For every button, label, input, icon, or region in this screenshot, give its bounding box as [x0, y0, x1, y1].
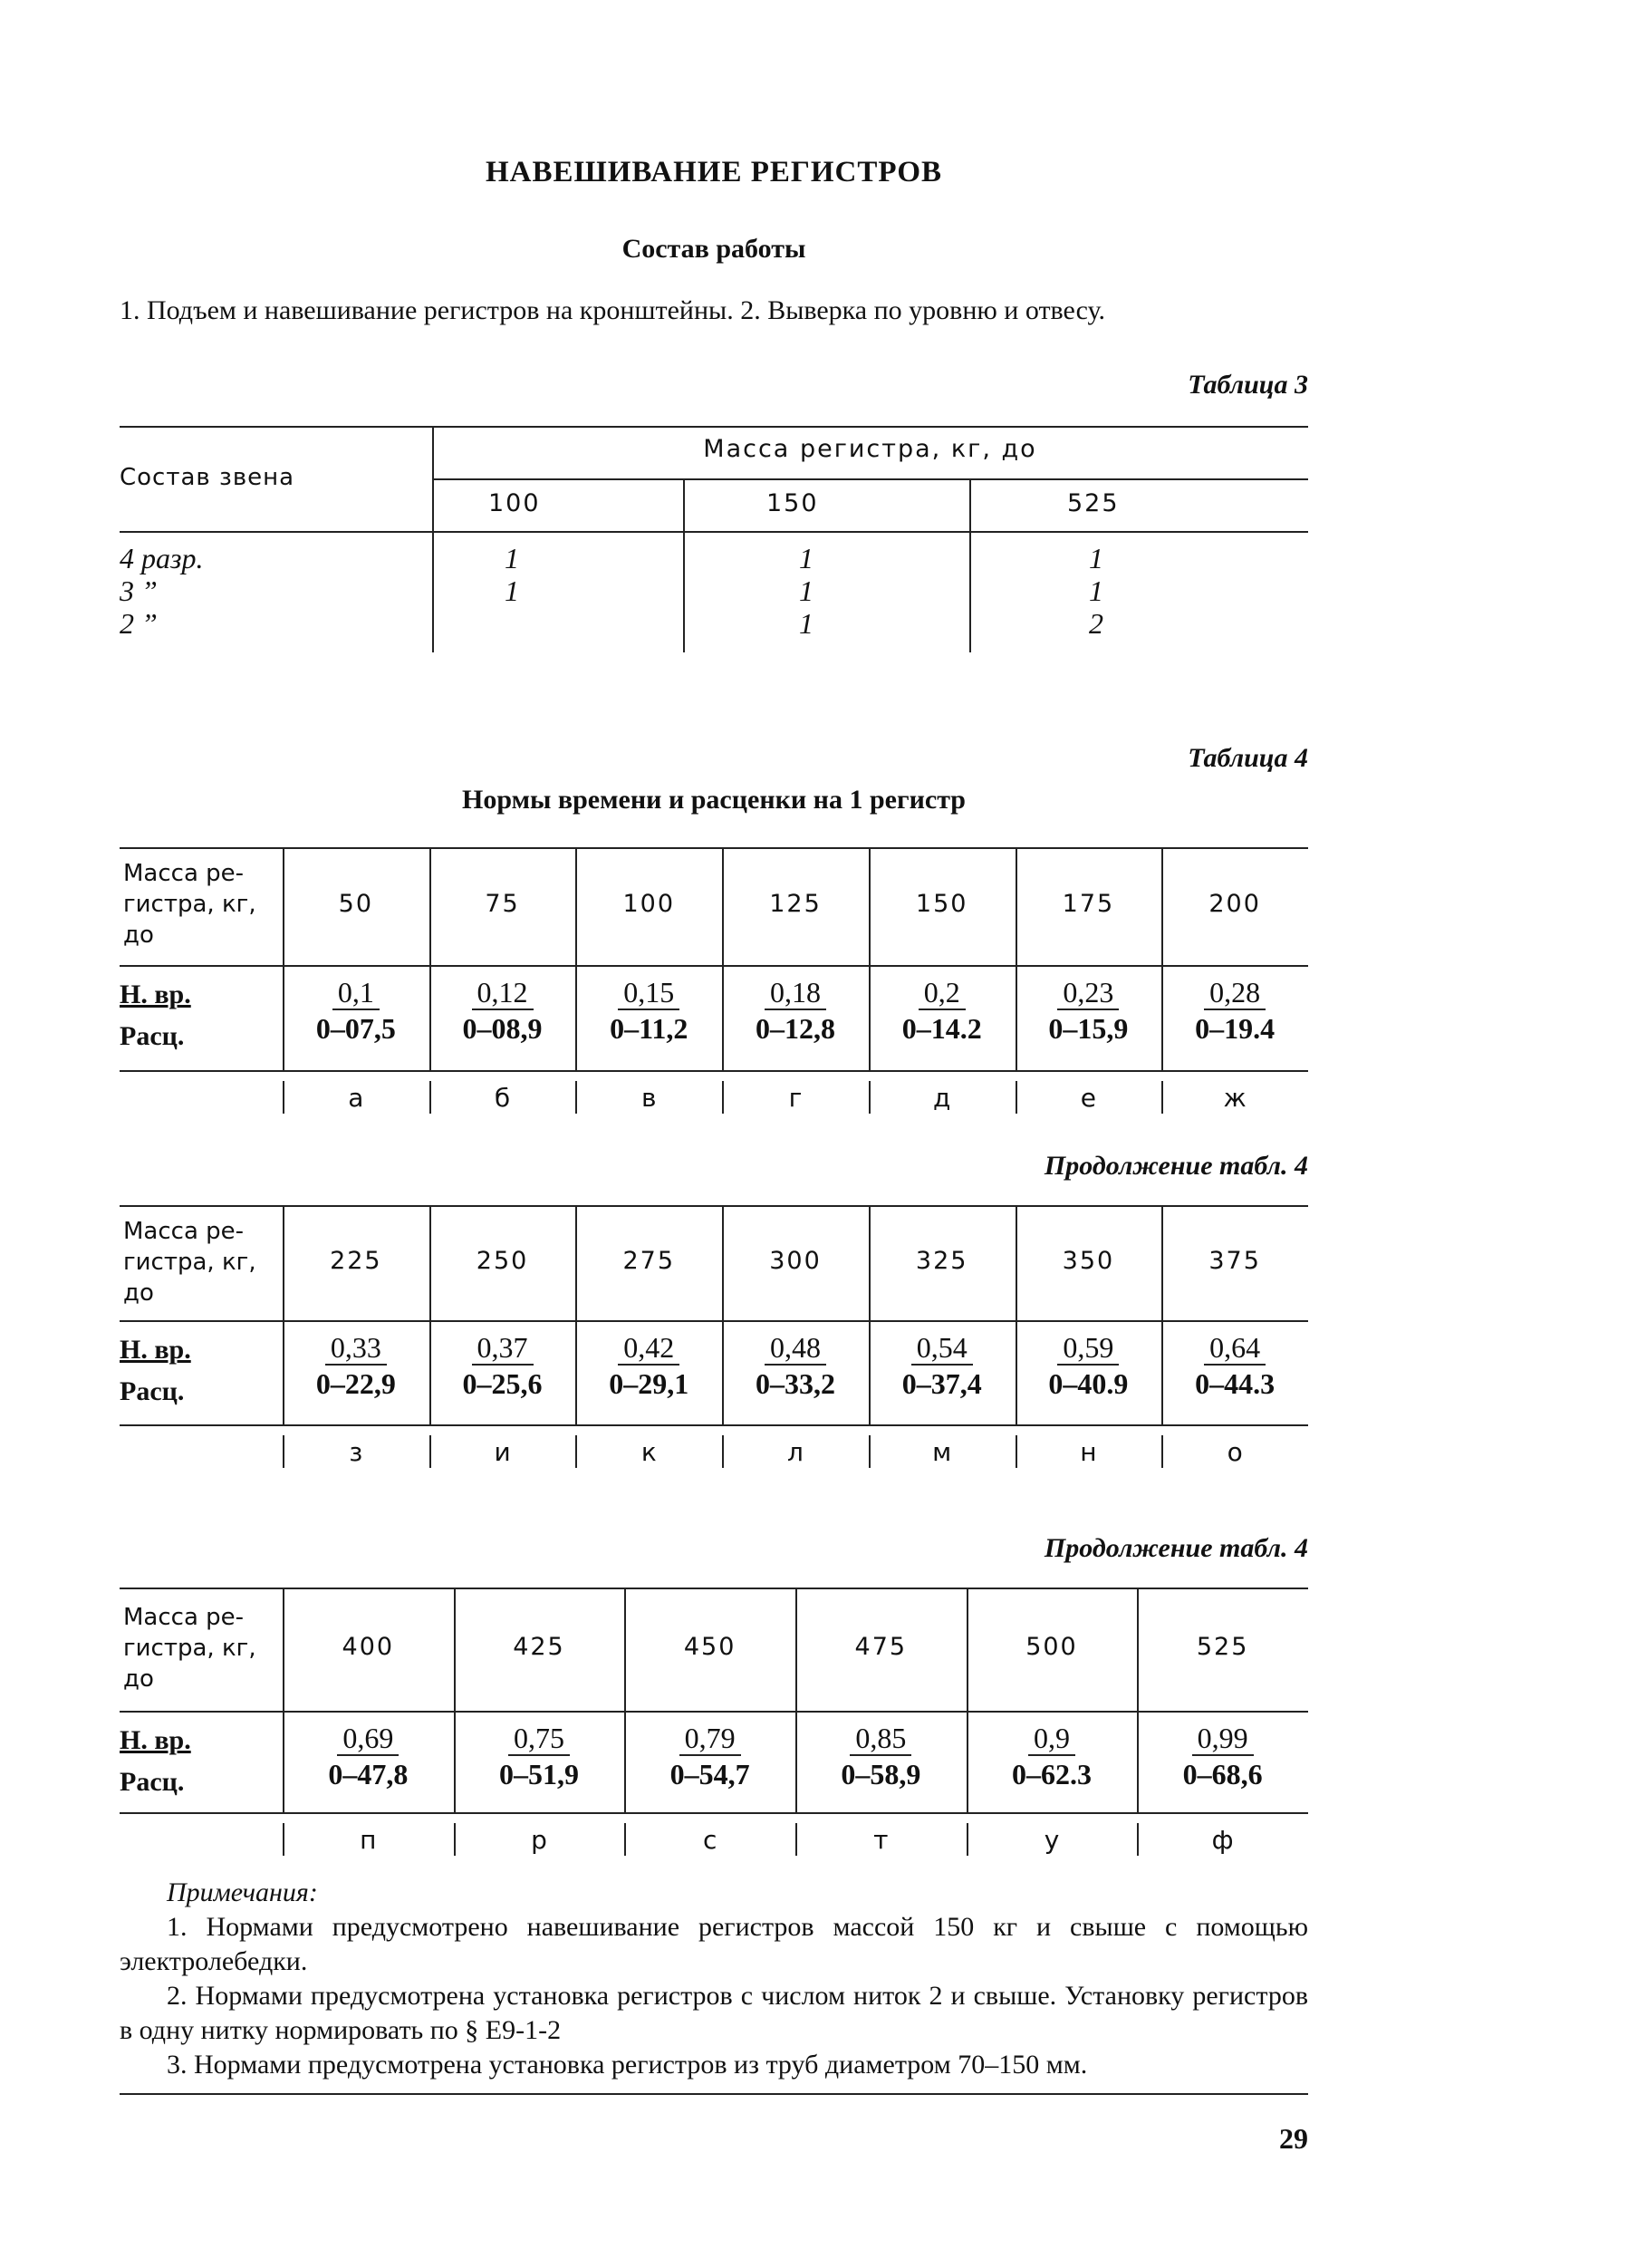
column-index-letter: р — [531, 1825, 547, 1855]
table3-cell: 1 — [1089, 574, 1103, 607]
rate-value: 0–11,2 — [610, 1012, 688, 1045]
column-index-letter: о — [1227, 1437, 1243, 1467]
mass-column-header: 400 — [342, 1633, 395, 1661]
note-item: 2. Нормами предусмотрена установка регистров с числом ниток 2 и свыше. Установку регистров в одну нитку нормировать по § Е9-1-2 — [120, 1981, 1308, 2045]
norm-value: 0,28 — [1204, 976, 1266, 1010]
mass-column-header: 525 — [1196, 1633, 1249, 1661]
label-rate: Расц. — [120, 1767, 185, 1797]
rate-value: 0–62.3 — [1011, 1758, 1092, 1790]
norm-rate-cell — [967, 1722, 1138, 1792]
norm-rate-cell — [722, 976, 869, 1047]
label-norm: Н. вр. — [120, 1725, 191, 1755]
column-index-letter: к — [640, 1437, 657, 1467]
norm-value: 0,75 — [508, 1722, 570, 1756]
table4-part3 — [120, 1588, 1308, 1868]
norm-rate-cell — [869, 1331, 1016, 1402]
column-index-letter: п — [360, 1825, 377, 1855]
norm-rate-cell — [283, 976, 429, 1047]
mass-column-header: 450 — [683, 1633, 736, 1661]
rate-value: 0–51,9 — [498, 1758, 579, 1790]
table3-cell: 1 — [1089, 542, 1103, 574]
table4-heading: Нормы времени и расценки на 1 регистр — [462, 785, 966, 815]
norm-value: 0,9 — [1028, 1722, 1075, 1756]
note-item: 3. Нормами предусмотрена установка регистров из труб диаметром 70–150 мм. — [167, 2050, 1088, 2080]
rate-value: 0–54,7 — [669, 1758, 750, 1790]
table3-cell: 1 — [799, 607, 814, 640]
column-index-letter: в — [641, 1083, 657, 1113]
norm-value: 0,2 — [919, 976, 966, 1010]
section-subtitle: Состав работы — [621, 234, 806, 264]
norm-rate-cell — [1016, 1331, 1162, 1402]
rate-value: 0–15,9 — [1048, 1012, 1129, 1045]
norm-rate-cell — [1016, 976, 1162, 1047]
rate-value: 0–25,6 — [462, 1367, 543, 1400]
footer-rule — [120, 2093, 1308, 2095]
column-index-letter: а — [348, 1083, 364, 1113]
norm-rate-cell — [722, 1331, 869, 1402]
table3-cell: 1 — [799, 542, 814, 574]
norm-rate-cell — [1161, 976, 1308, 1047]
mass-column-header: 150 — [915, 890, 968, 918]
column-index-letter: б — [494, 1083, 511, 1113]
column-index-letter: ф — [1211, 1825, 1234, 1855]
page-title: НАВЕШИВАНИЕ РЕГИСТРОВ — [485, 156, 943, 188]
mass-column-header: 250 — [476, 1246, 529, 1275]
note-item: 1. Нормами предусмотрено навешивание регистров массой 150 кг и свыше с помощью электролебедки. — [120, 1912, 1308, 1976]
column-index-letter: е — [1080, 1083, 1097, 1113]
mass-column-header: 375 — [1208, 1246, 1261, 1275]
rate-value: 0–14.2 — [901, 1012, 982, 1045]
norm-value: 0,99 — [1192, 1722, 1254, 1756]
mass-column-header: 200 — [1208, 890, 1261, 918]
mass-column-header: 475 — [854, 1633, 908, 1661]
norm-value: 0,37 — [472, 1331, 534, 1366]
mass-column-header: 300 — [769, 1246, 822, 1275]
norm-value: 0,85 — [850, 1722, 911, 1756]
notes — [120, 1876, 1308, 2082]
table3-row-label: 4 разр. — [120, 542, 204, 574]
norm-rate-cell — [575, 976, 722, 1047]
row-header-mass: Масса ре- гистра, кг, до — [123, 1218, 256, 1307]
column-index-letter: м — [932, 1437, 952, 1467]
rate-value: 0–19.4 — [1195, 1012, 1276, 1045]
mass-column-header: 50 — [338, 890, 374, 918]
norm-value: 0,64 — [1204, 1331, 1266, 1366]
norm-rate-cell — [283, 1331, 429, 1402]
mass-column-header: 275 — [622, 1246, 676, 1275]
table3-cell: 1 — [505, 542, 519, 574]
table3-group-header: Масса регистра, кг, до — [703, 435, 1037, 463]
norm-value: 0,69 — [337, 1722, 399, 1756]
label-norm: Н. вр. — [120, 980, 191, 1009]
column-index-letter: и — [494, 1437, 511, 1467]
mass-column-header: 500 — [1025, 1633, 1078, 1661]
norm-value: 0,33 — [325, 1331, 387, 1366]
mass-column-header: 225 — [330, 1246, 382, 1275]
table3-cell: 2 — [1089, 607, 1103, 640]
rate-value: 0–08,9 — [462, 1012, 543, 1045]
table4-continuation-caption: Продолжение табл. 4 — [1044, 1151, 1308, 1181]
rate-value: 0–68,6 — [1182, 1758, 1263, 1790]
norm-value: 0,79 — [679, 1722, 741, 1756]
norm-rate-cell — [283, 1722, 454, 1792]
norm-value: 0,48 — [765, 1331, 826, 1366]
norm-value: 0,59 — [1057, 1331, 1119, 1366]
row-header-mass: Масса ре- гистра, кг, до — [123, 1604, 256, 1693]
norm-value: 0,42 — [618, 1331, 679, 1366]
norm-rate-cell — [795, 1722, 967, 1792]
table4-part1 — [120, 847, 1308, 1128]
rate-value: 0–29,1 — [609, 1367, 689, 1400]
column-index-letter: л — [787, 1437, 804, 1467]
notes-title: Примечания: — [167, 1877, 318, 1907]
rate-value: 0–12,8 — [755, 1012, 835, 1045]
mass-column-header: 125 — [769, 890, 822, 918]
norm-rate-cell — [429, 1331, 576, 1402]
column-index-letter: д — [933, 1083, 951, 1113]
rate-value: 0–22,9 — [315, 1367, 396, 1400]
norm-value: 0,18 — [765, 976, 826, 1010]
table3-caption: Таблица 3 — [1188, 370, 1308, 400]
table3-col-100: 100 — [488, 489, 541, 517]
column-index-letter: г — [788, 1083, 803, 1113]
column-index-letter: т — [873, 1825, 889, 1855]
table3 — [120, 426, 1308, 652]
table3-col-525: 525 — [1067, 489, 1120, 517]
rate-value: 0–37,4 — [901, 1367, 982, 1400]
norm-rate-cell — [1161, 1331, 1308, 1402]
mass-column-header: 425 — [513, 1633, 565, 1661]
page-number: 29 — [1279, 2122, 1308, 2155]
norm-rate-cell — [869, 976, 1016, 1047]
document-page — [120, 0, 1308, 2268]
norm-rate-cell — [429, 976, 576, 1047]
row-header-mass: Масса ре- гистра, кг, до — [123, 860, 256, 949]
norm-value: 0,23 — [1057, 976, 1119, 1010]
label-norm: Н. вр. — [120, 1335, 191, 1365]
table3-col-header: Состав звена — [120, 464, 295, 491]
rate-value: 0–33,2 — [755, 1367, 835, 1400]
column-index-letter: з — [349, 1437, 363, 1467]
rate-value: 0–47,8 — [328, 1758, 409, 1790]
rate-value: 0–40.9 — [1048, 1367, 1129, 1400]
table3-row-label: 3 ” — [120, 574, 158, 607]
norm-rate-cell — [1137, 1722, 1308, 1792]
norm-rate-cell — [575, 1331, 722, 1402]
rate-value: 0–58,9 — [841, 1758, 921, 1790]
column-index-letter: н — [1080, 1437, 1097, 1467]
work-description: 1. Подъем и навешивание регистров на кронштейны. 2. Выверка по уровню и отвесу. — [120, 295, 1106, 325]
norm-value: 0,15 — [618, 976, 679, 1010]
table3-row-label: 2 ” — [120, 607, 158, 640]
mass-column-header: 350 — [1062, 1246, 1115, 1275]
table4-part2 — [120, 1205, 1308, 1486]
column-index-letter: у — [1044, 1825, 1060, 1855]
table3-col-150: 150 — [766, 489, 819, 517]
column-index-letter: ж — [1223, 1083, 1247, 1113]
label-rate: Расц. — [120, 1021, 185, 1051]
mass-column-header: 325 — [915, 1246, 968, 1275]
mass-column-header: 75 — [485, 890, 520, 918]
norm-value: 0,54 — [911, 1331, 973, 1366]
label-rate: Расц. — [120, 1376, 185, 1406]
table3-cell: 1 — [799, 574, 814, 607]
mass-column-header: 175 — [1062, 890, 1115, 918]
table4-continuation-caption: Продолжение табл. 4 — [1044, 1533, 1308, 1563]
norm-rate-cell — [624, 1722, 795, 1792]
table4-caption: Таблица 4 — [1188, 743, 1308, 773]
norm-value: 0,12 — [472, 976, 534, 1010]
table3-cell: 1 — [505, 574, 519, 607]
rate-value: 0–07,5 — [315, 1012, 396, 1045]
rate-value: 0–44.3 — [1195, 1367, 1276, 1400]
norm-value: 0,1 — [332, 976, 380, 1010]
mass-column-header: 100 — [622, 890, 676, 918]
norm-rate-cell — [454, 1722, 625, 1792]
column-index-letter: с — [702, 1825, 717, 1855]
